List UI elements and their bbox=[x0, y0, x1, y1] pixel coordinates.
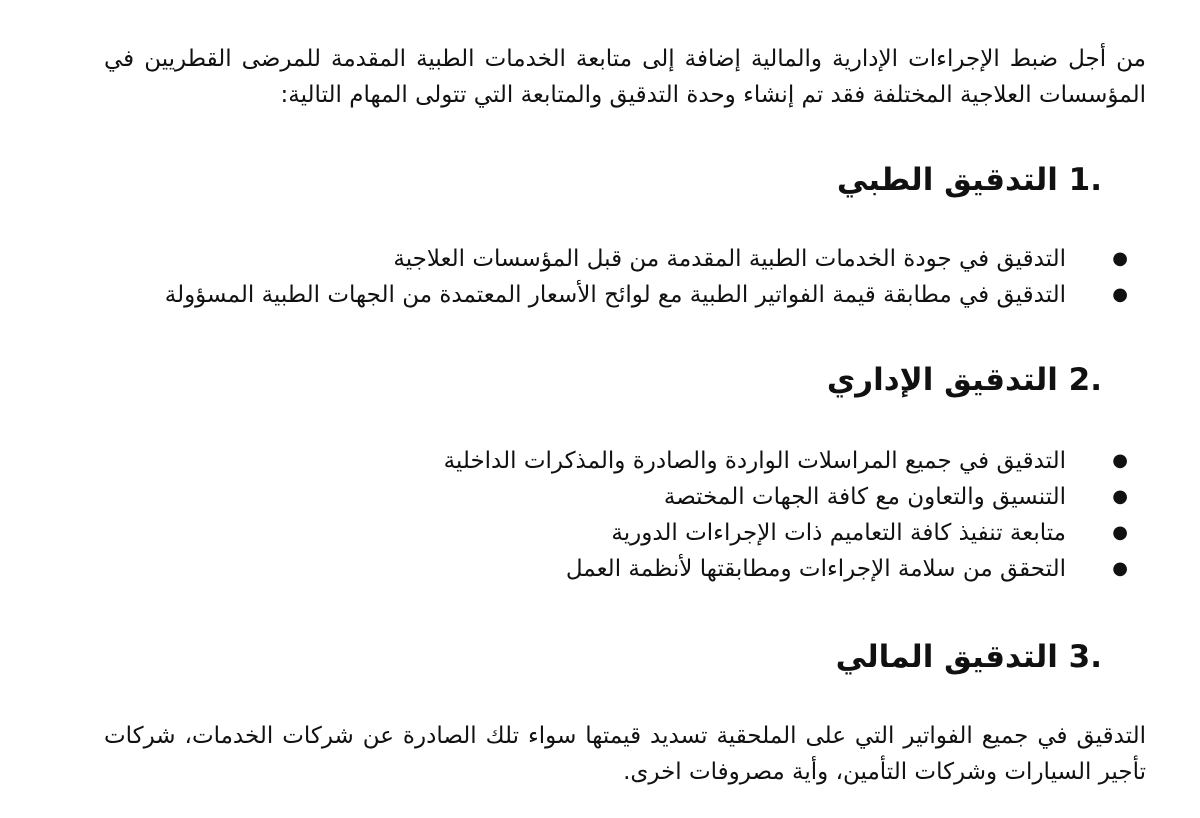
medical-audit-list bbox=[0, 241, 1200, 313]
section-heading-administrative bbox=[827, 360, 1102, 400]
list-item bbox=[0, 443, 1200, 479]
bullet-icon: ● bbox=[1112, 486, 1128, 507]
section-title: التدقيق الإداري bbox=[826, 362, 1058, 398]
section-number: 1. bbox=[1068, 162, 1102, 198]
list-item-text: التحقق من سلامة الإجراءات ومطابقتها لأنظمة العمل bbox=[565, 556, 1066, 582]
bullet-icon: ● bbox=[1112, 284, 1128, 305]
bullet-icon: ● bbox=[1112, 450, 1128, 471]
bullet-icon: ● bbox=[1112, 558, 1128, 579]
section-heading-financial bbox=[836, 637, 1102, 677]
list-item bbox=[0, 515, 1200, 551]
section-number: 3. bbox=[1068, 639, 1102, 675]
list-item-text: التنسيق والتعاون مع كافة الجهات المختصة bbox=[663, 484, 1066, 510]
list-item bbox=[0, 277, 1200, 313]
list-item-text: التدقيق في جميع المراسلات الواردة والصادرة والمذكرات الداخلية bbox=[443, 448, 1066, 474]
list-item bbox=[0, 551, 1200, 587]
section-title: التدقيق المالي bbox=[835, 639, 1058, 675]
list-item bbox=[0, 479, 1200, 515]
intro-paragraph: من أجل ضبط الإجراءات الإدارية والمالية إضافة إلى متابعة الخدمات الطبية المقدمة للمرضى القطريين في المؤسسات العلاجية المختلفة فقد تم إنشاء وحدة التدقيق والمتابعة التي تتولى المهام التالية: bbox=[104, 46, 1146, 108]
financial-audit-paragraph: التدقيق في جميع الفواتير التي على الملحقية تسديد قيمتها سواء تلك الصادرة عن شركات الخدمات، شركات تأجير السيارات وشركات التأمين، وأية مصروفات اخرى. bbox=[104, 723, 1146, 785]
section-number: 2. bbox=[1068, 362, 1102, 398]
administrative-audit-list bbox=[0, 443, 1200, 587]
list-item-text: التدقيق في مطابقة قيمة الفواتير الطبية مع لوائح الأسعار المعتمدة من الجهات الطبية المسؤولة bbox=[164, 282, 1066, 308]
list-item-text: متابعة تنفيذ كافة التعاميم ذات الإجراءات الدورية bbox=[611, 520, 1066, 546]
list-item bbox=[0, 241, 1200, 277]
section-heading-medical bbox=[837, 160, 1102, 200]
bullet-icon: ● bbox=[1112, 522, 1128, 543]
bullet-icon: ● bbox=[1112, 248, 1128, 269]
list-item-text: التدقيق في جودة الخدمات الطبية المقدمة من قبل المؤسسات العلاجية bbox=[393, 246, 1066, 272]
section-title: التدقيق الطبي bbox=[836, 162, 1058, 198]
